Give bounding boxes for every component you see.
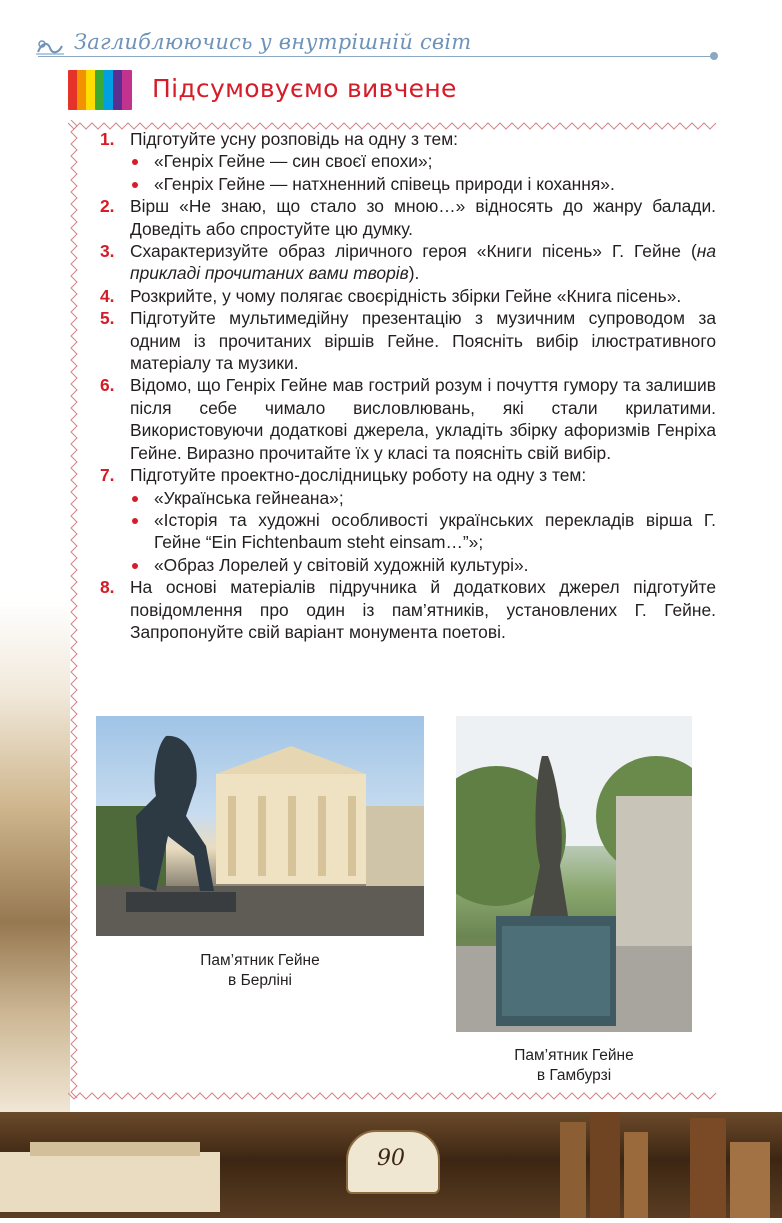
task-number: 7. [100, 465, 115, 486]
task-bullet: «Образ Лорелей у світовій художній культурі». [130, 554, 716, 576]
task-text: На основі матеріалів підручника й додаткових джерел підготуйте повідомлення про один із пам’ятників, установлених Г. Гейне. Запропонуйте свій варіант монумента поетові. [130, 577, 716, 642]
task-text: Вірш «Не знаю, що стало зо мною…» відносять до жанру балади. Доведіть або спростуйте цю думку. [130, 196, 716, 239]
scroll-ornament-icon [36, 34, 64, 58]
header-divider-dot [710, 52, 718, 60]
task-number: 1. [100, 129, 115, 149]
task-item [96, 307, 716, 374]
task-number: 3. [100, 241, 115, 262]
task-text: Підготуйте проектно-дослідницьку роботу на одну з тем: [130, 465, 587, 486]
task-text-italic: на прикладі прочитаних вами творів [130, 241, 716, 284]
task-item [96, 576, 716, 643]
hamburg-caption-line1: Пам’ятник Гейне [514, 1047, 634, 1064]
task-item [96, 240, 716, 285]
task-text: Розкрийте, у чому полягає своєрідність збірки Гейне «Книга пісень». [130, 285, 682, 306]
task-bullet: «Генріх Гейне — натхненний співець природи і кохання». [130, 173, 716, 195]
hamburg-caption-line2: в Гамбурзі [536, 1067, 612, 1084]
task-text: Відомо, що Генріх Гейне мав гострий розум і почуття гумору та залишив після себе чимало висловлювань, які стали крилатими. Використовуючи додаткові джерела, укладіть збірку афоризмів Генріха Гейне. Виразно прочитайте їх у класі та поясніть свій вибір. [130, 375, 716, 463]
chapter-title: Заглиблюючись у внутрішній світ [74, 30, 472, 54]
hamburg-monument-photo [456, 716, 692, 1032]
task-text: Підготуйте мультимедійну презентацію з музичним супроводом за одним із прочитаних віршів Гейне. Поясніть вибір ілюстративного матеріалу та музики. [130, 308, 716, 374]
task-number: 5. [100, 308, 115, 329]
header-divider [38, 56, 714, 57]
task-item [96, 374, 716, 464]
berlin-caption-line2: в Берліні [228, 972, 292, 989]
task-item [96, 128, 716, 150]
decorative-margin-art [0, 600, 70, 1120]
task-bullet: «Генріх Гейне — син своєї епохи»; [130, 150, 716, 172]
frame-zigzag-edge [68, 1093, 716, 1099]
berlin-caption-line1: Пам’ятник Гейне [200, 952, 320, 969]
berlin-caption [130, 951, 390, 991]
task-bullet: «Історія та художні особливості українських перекладів вірша Г. Гейне “Ein Fichtenbaum steht einsam…”»; [130, 509, 716, 554]
task-item [96, 285, 716, 307]
task-number: 2. [100, 196, 115, 217]
task-bullet: «Українська гейнеана»; [130, 487, 716, 509]
task-item [96, 464, 716, 486]
rainbow-stripes-icon [68, 70, 134, 110]
task-text-main: Схарактеризуйте образ ліричного героя «Книги пісень» Г. Гейне ( [130, 241, 697, 262]
frame-zigzag-edge [71, 120, 77, 1098]
rainbow-stripe [122, 70, 132, 110]
task-list [96, 128, 716, 643]
task-number: 6. [100, 375, 115, 396]
hamburg-caption [444, 1046, 704, 1086]
task-number: 4. [100, 285, 115, 306]
task-text: Підготуйте усну розповідь на одну з тем: [130, 129, 458, 149]
task-item [96, 195, 716, 240]
task-text [130, 240, 716, 285]
section-title: Підсумовуємо вивчене [152, 74, 457, 103]
berlin-monument-photo [96, 716, 424, 936]
page-number: 90 [377, 1146, 405, 1171]
task-text-end: ). [408, 263, 420, 284]
task-number: 8. [100, 577, 115, 598]
